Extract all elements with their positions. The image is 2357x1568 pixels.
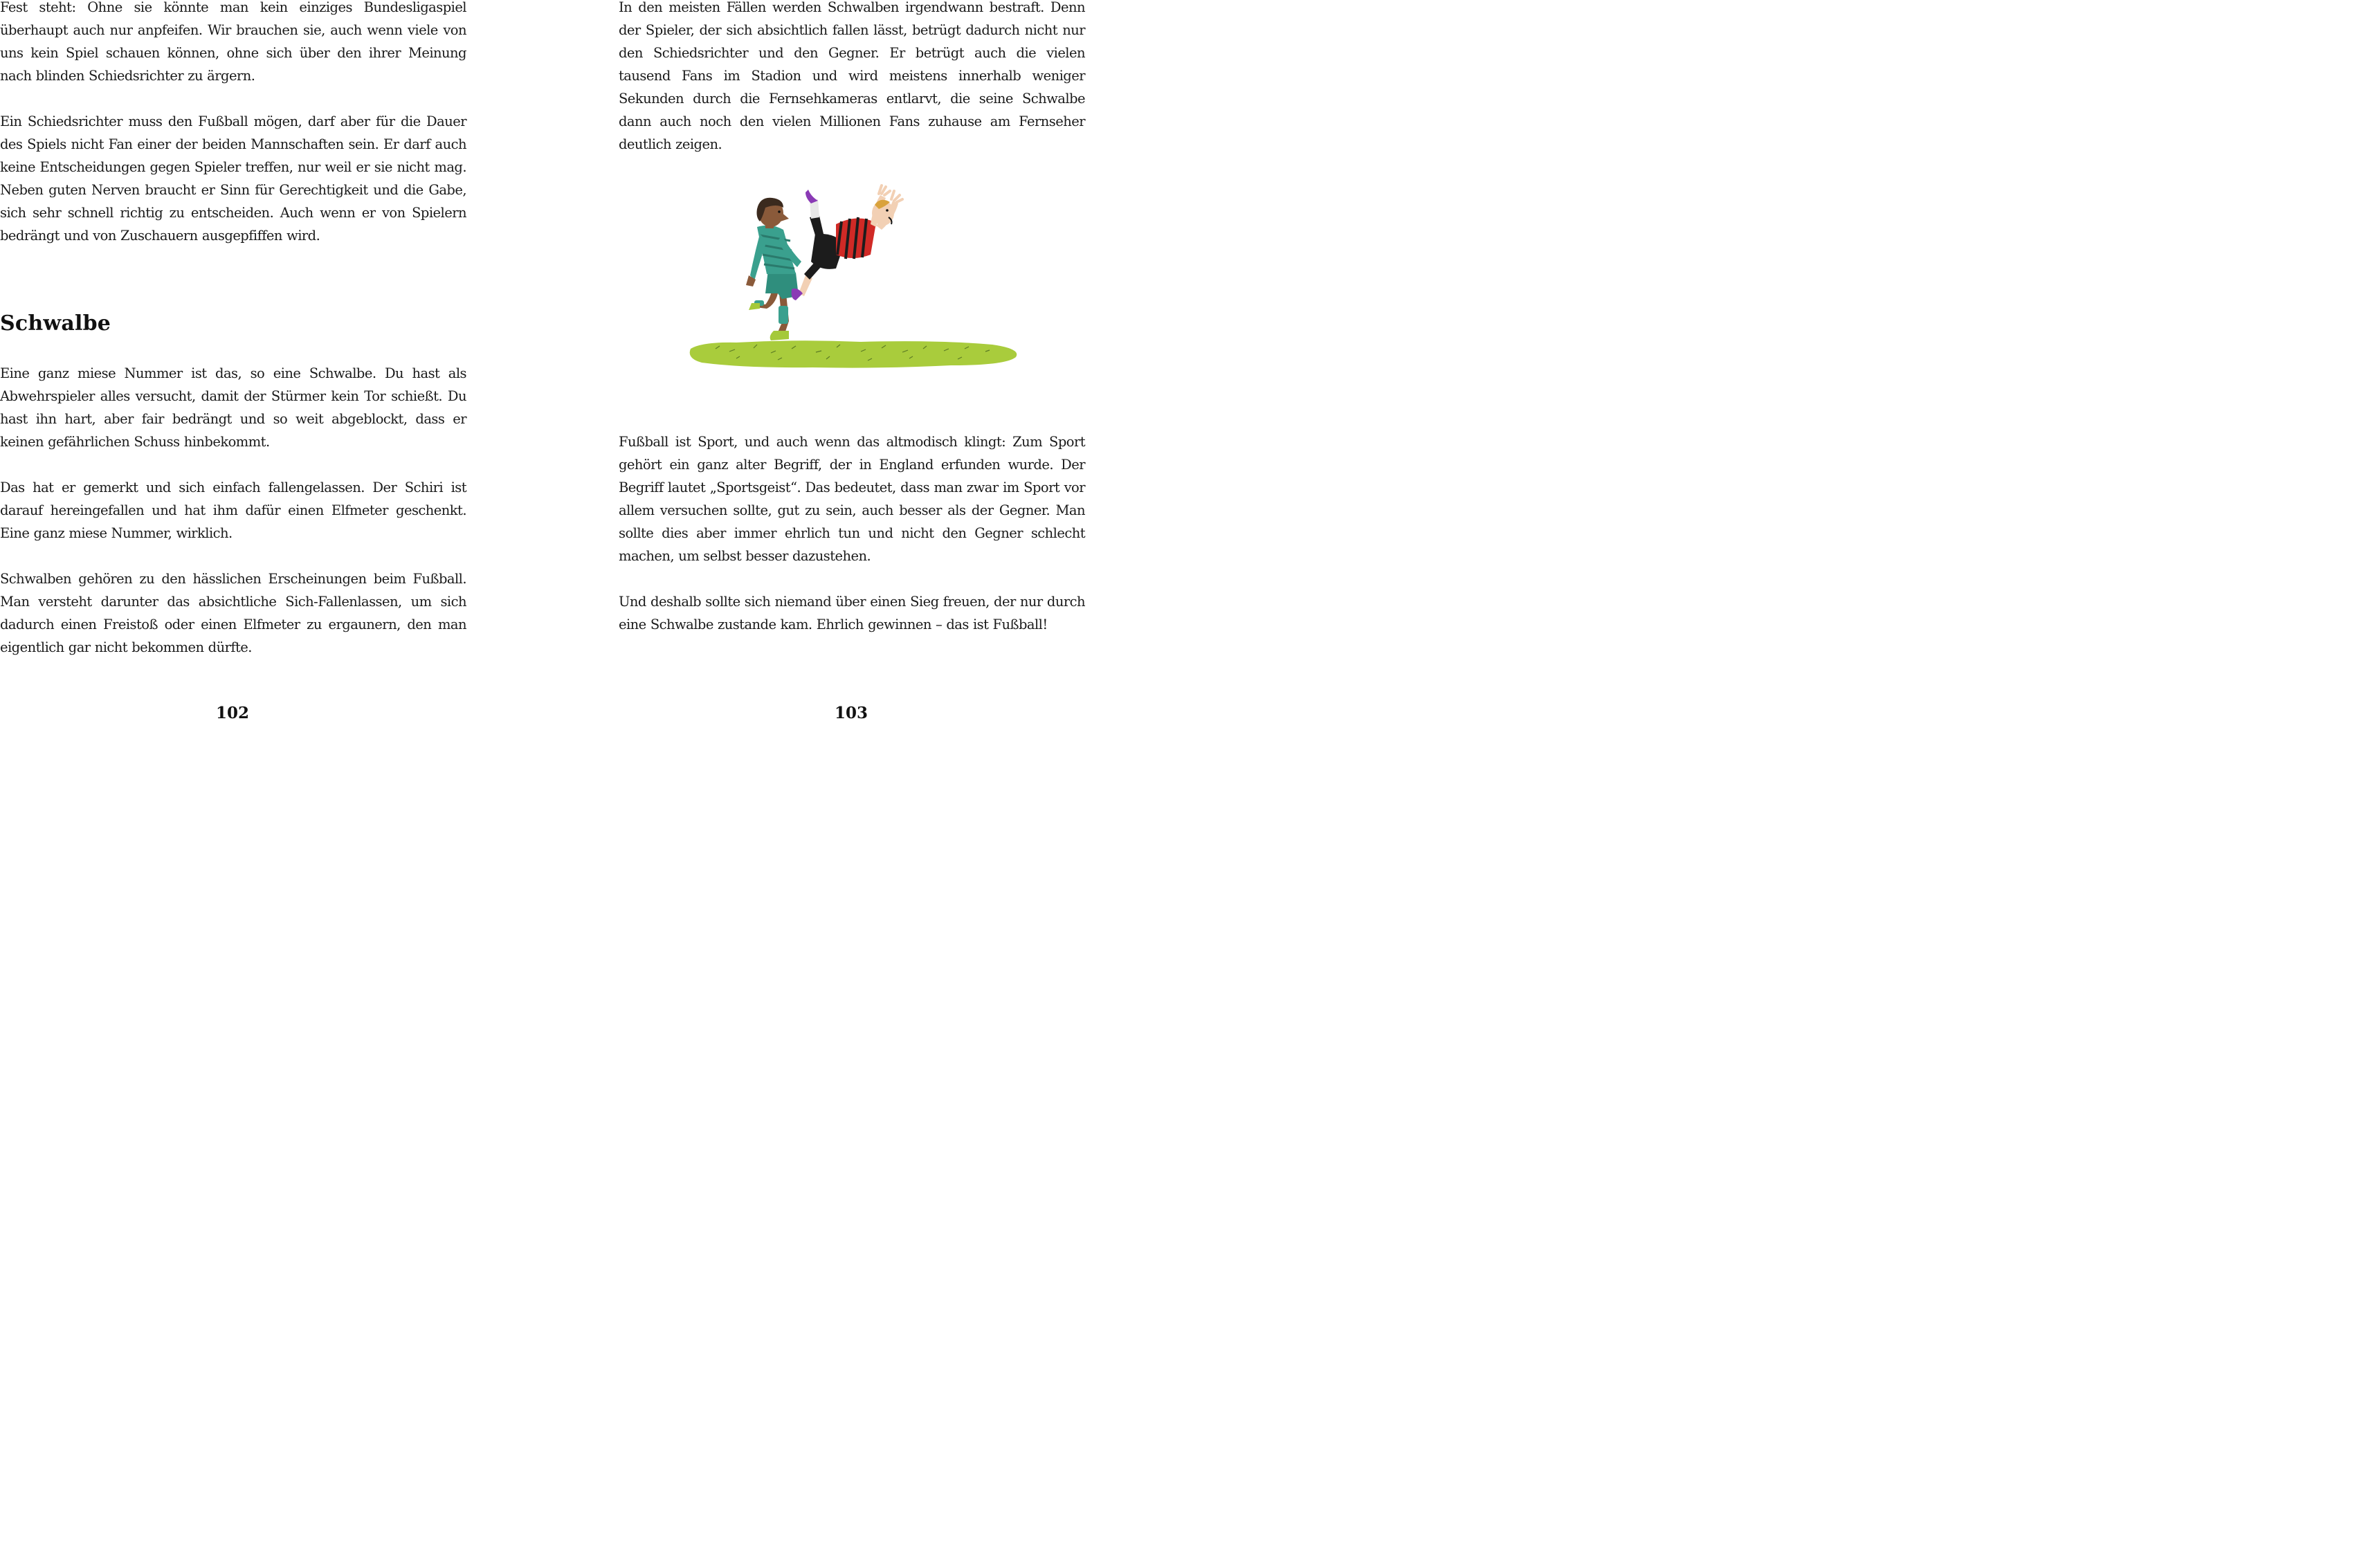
striker-figure bbox=[792, 185, 902, 300]
page-number: 103 bbox=[834, 704, 868, 722]
defender-figure bbox=[746, 198, 801, 340]
paragraph: In den meisten Fällen werden Schwalben irgendwann bestraft. Denn der Spieler, der sich absichtlich fallen lässt, betrügt dadurch nicht nur den Schiedsrichter und den Gegner. Er betrügt auch die vielen tausend Fans im Stadion und wird meistens innerhalb weniger Sekunden durch die Fernsehkameras entlarvt, die seine Schwalbe dann auch noch den vielen Millionen Fans zuhause am Fernseher deutlich zeigen. bbox=[619, 0, 1085, 152]
left-page bbox=[0, 0, 466, 722]
paragraph: Ein Schiedsrichter muss den Fußball mögen, darf aber für die Dauer des Spiels nicht Fan einer der beiden Mannschaften sein. Er darf auch keine Entscheidungen gegen Spieler treffen, nur weil er sie nicht mag. Neben guten Nerven braucht er Sinn für Gerechtigkeit und die Gabe, sich sehr schnell richtig zu entscheiden. Auch wenn er von Spielern bedrängt und von Zuschauern ausgepfiffen wird. bbox=[0, 113, 466, 244]
paragraph: Eine ganz miese Nummer ist das, so eine Schwalbe. Du hast als Abwehrspieler alles versucht, damit der Stürmer kein Tor schießt. Du hast ihn hart, aber fair bedrängt und so weit abgeblockt, dass er keinen gefährlichen Schuss hinbekommt. bbox=[0, 365, 466, 450]
paragraph: Das hat er gemerkt und sich einfach fallengelassen. Der Schiri ist darauf hereingefallen und hat ihm dafür einen Elfmeter geschenkt. Eine ganz miese Nummer, wirklich. bbox=[0, 480, 466, 541]
section-heading: Schwalbe bbox=[0, 311, 111, 336]
paragraph: Fußball ist Sport, und auch wenn das altmodisch klingt: Zum Sport gehört ein ganz alter Begriff, der in England erfunden wurde. Der Begriff lautet „Sportsgeist“. Das bedeutet, dass man zwar im Sport vor allem versuchen sollte, gut zu sein, auch besser als der Gegner. Man sollte dies aber immer ehrlich tun und nicht den Gegner schlecht machen, um selbst besser dazustehen. bbox=[619, 434, 1085, 564]
dive-illustration bbox=[688, 158, 1020, 386]
page-number: 102 bbox=[215, 704, 249, 722]
paragraph: Fest steht: Ohne sie könnte man kein einziges Bundesligaspiel überhaupt auch nur anpfeifen. Wir brauchen sie, auch wenn viele von uns kein Spiel schauen können, ohne sich über den ihrer Meinung nach blinden Schiedsrichter zu ärgern. bbox=[0, 0, 466, 84]
paragraph: Und deshalb sollte sich niemand über einen Sieg freuen, der nur durch eine Schwalbe zustande kam. Ehrlich gewinnen – das ist Fußball! bbox=[619, 594, 1085, 632]
grass-patch bbox=[690, 340, 1017, 367]
paragraph: Schwalben gehören zu den hässlichen Erscheinungen beim Fußball. Man versteht darunter das absichtliche Sich-Fallenlassen, um sich dadurch einen Freistoß oder einen Elfmeter zu ergaunern, den man eigentlich gar nicht bekommen dürfte. bbox=[0, 571, 466, 655]
right-page bbox=[619, 0, 1085, 722]
